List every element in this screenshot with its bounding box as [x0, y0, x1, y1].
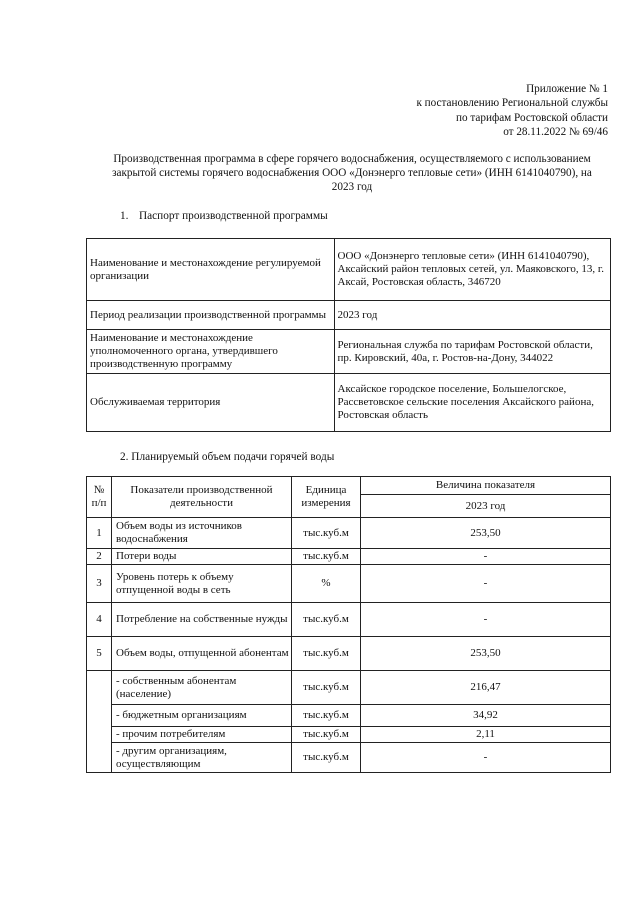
row-number: 4 [87, 603, 112, 637]
row-number: 2 [87, 549, 112, 565]
column-header-indicator: Показатели производственной деятельности [112, 477, 292, 518]
header-row [87, 477, 611, 495]
table-row [87, 705, 611, 727]
indicator-value: 2,11 [361, 727, 611, 743]
row-number [87, 671, 112, 773]
indicator-value: - [361, 743, 611, 773]
indicator-name: - прочим потребителям [112, 727, 292, 743]
indicator-name: - другим организациям, осуществляющим [112, 743, 292, 773]
indicator-value: 34,92 [361, 705, 611, 727]
table-row [87, 727, 611, 743]
column-header-year: 2023 год [361, 495, 611, 518]
table-row [87, 518, 611, 549]
passport-key: Обслуживаемая территория [87, 374, 335, 432]
passport-value: ООО «Донэнерго тепловые сети» (ИНН 6141040790), Аксайский район тепловых сетей, ул. Маяковского, 13, г. Аксай, Ростовская область, 346720 [334, 239, 610, 301]
indicator-value: 253,50 [361, 518, 611, 549]
row-number: 5 [87, 637, 112, 671]
table-row [87, 637, 611, 671]
table-row [87, 743, 611, 773]
section-1-heading [120, 210, 328, 223]
passport-key: Наименование и местонахождение регулируемой организации [87, 239, 335, 301]
table-row [87, 301, 611, 330]
indicator-name: Потери воды [112, 549, 292, 565]
indicator-name: Уровень потерь к объему отпущенной воды в сеть [112, 565, 292, 603]
indicator-value: - [361, 603, 611, 637]
column-header-value: Величина показателя [361, 477, 611, 495]
section-number: 1. [120, 210, 129, 222]
table-row [87, 374, 611, 432]
indicator-name: Объем воды, отпущенной абонентам [112, 637, 292, 671]
column-header-num: № п/п [87, 477, 112, 518]
appendix-line: по тарифам Ростовской области [456, 111, 608, 124]
section-title: Паспорт производственной программы [139, 210, 328, 222]
appendix-line: от 28.11.2022 № 69/46 [503, 125, 608, 138]
passport-table [86, 238, 611, 432]
unit: тыс.куб.м [292, 705, 361, 727]
unit: % [292, 565, 361, 603]
indicator-name: - бюджетным организациям [112, 705, 292, 727]
appendix-header [416, 82, 608, 139]
indicator-name: - собственным абонентам (население) [112, 671, 292, 705]
table-row [87, 671, 611, 705]
unit: тыс.куб.м [292, 549, 361, 565]
indicator-name: Объем воды из источников водоснабжения [112, 518, 292, 549]
unit: тыс.куб.м [292, 637, 361, 671]
unit: тыс.куб.м [292, 743, 361, 773]
appendix-line: Приложение № 1 [526, 83, 608, 95]
section-2-heading: 2. Планируемый объем подачи горячей воды [120, 451, 335, 463]
indicator-value: - [361, 565, 611, 603]
document-title: Производственная программа в сфере горячего водоснабжения, осуществляемого с использованием закрытой системы горячего водоснабжения ООО «Донэнерго тепловые сети» (ИНН 6141040790), на 2023 год [112, 153, 592, 193]
passport-value: Аксайское городское поселение, Большелогское, Рассветовское сельские поселения Аксайского района, Ростовская область [334, 374, 610, 432]
indicator-value: 216,47 [361, 671, 611, 705]
volume-table [86, 476, 611, 773]
unit: тыс.куб.м [292, 727, 361, 743]
column-header-unit: Единица измерения [292, 477, 361, 518]
indicator-name: Потребление на собственные нужды [112, 603, 292, 637]
unit: тыс.куб.м [292, 518, 361, 549]
table-row [87, 603, 611, 637]
row-number: 3 [87, 565, 112, 603]
appendix-line: к постановлению Региональной службы [416, 97, 608, 110]
table-row [87, 239, 611, 301]
row-number: 1 [87, 518, 112, 549]
table-row [87, 565, 611, 603]
indicator-value: 253,50 [361, 637, 611, 671]
passport-key: Наименование и местонахождение уполномоченного органа, утвердившего производственную программу [87, 330, 335, 374]
unit: тыс.куб.м [292, 603, 361, 637]
passport-value: Региональная служба по тарифам Ростовской области, пр. Кировский, 40а, г. Ростов-на-Дону, 344022 [334, 330, 610, 374]
passport-key: Период реализации производственной программы [87, 301, 335, 330]
unit: тыс.куб.м [292, 671, 361, 705]
table-row [87, 330, 611, 374]
table-row [87, 549, 611, 565]
passport-value: 2023 год [334, 301, 610, 330]
indicator-value: - [361, 549, 611, 565]
